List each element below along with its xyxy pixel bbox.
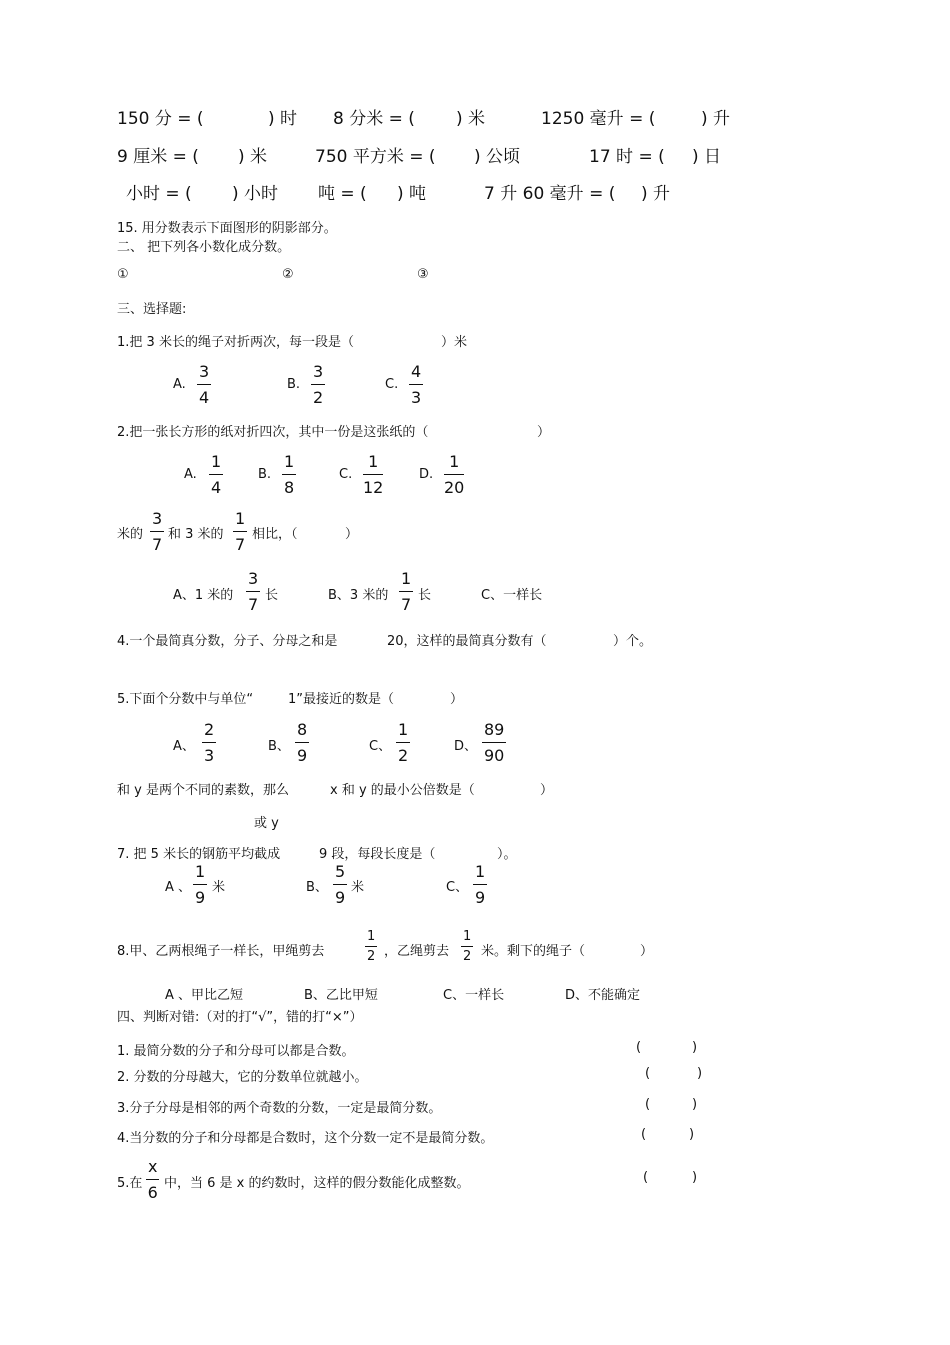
- judge-4-close: ): [689, 1127, 695, 1142]
- numerator: 2: [204, 720, 215, 739]
- q3-option-b-label: B、3 米的: [328, 588, 389, 603]
- denominator: 90: [484, 746, 505, 765]
- q1-option-b-label: B.: [287, 377, 301, 392]
- q3-text-a: 米的: [117, 527, 144, 542]
- section-3-heading: 三、选择题:: [117, 302, 187, 317]
- denominator: 7: [248, 595, 259, 614]
- denominator: 9: [195, 888, 206, 907]
- numerator: 1: [235, 509, 246, 528]
- q3-fraction-1: [150, 511, 164, 553]
- judge-2-close: ): [697, 1066, 703, 1081]
- circle-label-1: ①: [117, 267, 129, 282]
- numerator: 3: [248, 569, 259, 588]
- q3-text-d: ）: [345, 527, 359, 542]
- q5-option-d-label: D、: [454, 739, 478, 754]
- denominator: 2: [463, 949, 472, 964]
- conv-r1-e: 1250 毫升 = (: [541, 109, 656, 129]
- section-15-heading: 15. 用分数表示下面图形的阴影部分。: [117, 221, 337, 236]
- q4-text-c: ）个。: [613, 634, 653, 649]
- q2-option-c-fraction: [363, 454, 383, 496]
- q5-text-a: 5.下面个分数中与单位“: [117, 692, 254, 707]
- q1-option-a-label: A.: [173, 377, 186, 392]
- judge-5-open: (: [643, 1170, 649, 1185]
- conv-r2-d: ) 公顷: [474, 147, 521, 167]
- q4-text-a: 4.一个最简真分数，分子、分母之和是: [117, 634, 338, 649]
- section-4-heading: 四、判断对错:（对的打“√”，错的打“×”）: [117, 1010, 363, 1025]
- denominator: 2: [367, 949, 376, 964]
- numerator: 89: [484, 720, 505, 739]
- denominator: 2: [313, 388, 324, 407]
- q6-text-a: 和 y 是两个不同的素数，那么: [117, 783, 289, 798]
- q5-option-b-label: B、: [268, 739, 290, 754]
- q8-text-b: ，乙绳剪去: [384, 944, 450, 959]
- q1-option-b-fraction: [311, 364, 325, 406]
- circle-label-2: ②: [282, 267, 294, 282]
- judge-1-open: (: [636, 1040, 642, 1055]
- q1-text: 1.把 3 米长的绳子对折两次，每一段是（: [117, 335, 354, 350]
- numerator: 1: [368, 452, 379, 471]
- q2-option-a-fraction: [209, 454, 223, 496]
- numerator: 5: [335, 862, 346, 881]
- q8-fraction-2: [461, 930, 473, 963]
- numerator: 4: [411, 362, 422, 381]
- conv-r1-b: ) 时: [268, 109, 298, 129]
- q6-text-c: ）: [540, 783, 554, 798]
- numerator: 1: [211, 452, 222, 471]
- q3-option-c-label: C、一样长: [481, 588, 543, 603]
- conv-r3-a: 小时 = (: [126, 184, 192, 204]
- denominator: 3: [411, 388, 422, 407]
- q2-close: ）: [537, 425, 551, 440]
- q7-text-a: 7. 把 5 米长的钢筋平均截成: [117, 847, 281, 862]
- conv-r1-f: ) 升: [701, 109, 731, 129]
- q3-option-b-suffix: 长: [418, 588, 432, 603]
- judge-4-open: (: [641, 1127, 647, 1142]
- q1-option-c-label: C.: [385, 377, 399, 392]
- judge-3-text: 3.分子分母是相邻的两个奇数的分数，一定是最简分数。: [117, 1101, 442, 1116]
- numerator: 1: [401, 569, 412, 588]
- q7-text-c: ）。: [497, 847, 517, 862]
- q7-option-a-label: A 、: [165, 880, 192, 895]
- judge-5-text-b: 中，当 6 是 x 的约数时，这样的假分数能化成整数。: [164, 1176, 470, 1191]
- judge-2-open: (: [645, 1066, 651, 1081]
- judge-5-text-a: 5.在: [117, 1176, 143, 1191]
- q1-option-a-fraction: [197, 364, 211, 406]
- judge-3-close: ): [692, 1097, 698, 1112]
- q5-option-a-fraction: [202, 722, 216, 764]
- denominator: 20: [444, 478, 465, 497]
- q5-option-b-fraction: [295, 722, 309, 764]
- conv-r2-e: 17 时 = (: [589, 147, 665, 167]
- q5-option-c-label: C、: [369, 739, 392, 754]
- numerator: 3: [313, 362, 324, 381]
- conv-r2-f: ) 日: [692, 147, 722, 167]
- q2-text: 2.把一张长方形的纸对折四次，其中一份是这张纸的（: [117, 425, 429, 440]
- judge-1-text: 1. 最简分数的分子和分母可以都是合数。: [117, 1044, 355, 1059]
- q8-fraction-1: [365, 930, 377, 963]
- denominator: 7: [401, 595, 412, 614]
- conv-r3-b: ) 小时: [232, 184, 279, 204]
- q3-text-c: 相比，（: [252, 527, 298, 542]
- q6-option: 或 y: [254, 816, 279, 831]
- q5-option-d-fraction: [482, 722, 506, 764]
- q7-option-b-fraction: [333, 864, 347, 906]
- q7-option-c-fraction: [473, 864, 487, 906]
- q8-option-d: D、不能确定: [565, 988, 641, 1003]
- numerator: 1: [475, 862, 486, 881]
- q1-close: ）米: [441, 335, 468, 350]
- q3-fraction-2: [233, 511, 247, 553]
- q4-text-b: 20，这样的最简真分数有（: [387, 634, 547, 649]
- conv-r3-d: ) 吨: [397, 184, 427, 204]
- q7-option-b-unit: 米: [351, 880, 365, 895]
- conv-r1-a: 150 分 = (: [117, 109, 204, 129]
- denominator: 8: [284, 478, 295, 497]
- q3-option-a-suffix: 长: [265, 588, 279, 603]
- q8-option-b: B、乙比甲短: [304, 988, 378, 1003]
- q7-option-b-label: B、: [306, 880, 328, 895]
- conv-r3-f: ) 升: [641, 184, 671, 204]
- q8-text-a: 8.甲、乙两根绳子一样长，甲绳剪去: [117, 944, 325, 959]
- numerator: x: [148, 1157, 158, 1176]
- numerator: 1: [449, 452, 460, 471]
- denominator: 3: [204, 746, 215, 765]
- conv-r1-c: 8 分米 = (: [333, 109, 415, 129]
- q1-option-c-fraction: [409, 364, 423, 406]
- numerator: 1: [284, 452, 295, 471]
- conv-r3-e: 7 升 60 毫升 = (: [484, 184, 616, 204]
- conv-r2-b: ) 米: [238, 147, 268, 167]
- q2-option-a-label: A.: [184, 467, 197, 482]
- conv-r2-c: 750 平方米 = (: [315, 147, 436, 167]
- q7-option-c-label: C、: [446, 880, 469, 895]
- q5-option-c-fraction: [396, 722, 410, 764]
- denominator: 9: [475, 888, 486, 907]
- q8-text-d: ）: [640, 944, 654, 959]
- q2-option-c-label: C.: [339, 467, 353, 482]
- q5-text-c: ）: [450, 692, 464, 707]
- denominator: 7: [235, 535, 246, 554]
- q3-option-a-fraction: [246, 571, 260, 613]
- section-2-heading: 二、 把下列各小数化成分数。: [117, 240, 291, 255]
- numerator: 1: [398, 720, 409, 739]
- judge-4-text: 4.当分数的分子和分母都是合数时，这个分数一定不是最简分数。: [117, 1131, 494, 1146]
- q7-option-a-fraction: [193, 864, 207, 906]
- q5-option-a-label: A、: [173, 739, 195, 754]
- conv-r3-c: 吨 = (: [318, 184, 367, 204]
- judge-5-fraction: [146, 1159, 159, 1201]
- denominator: 7: [152, 535, 163, 554]
- numerator: 1: [463, 929, 472, 944]
- q7-text-b: 9 段，每段长度是（: [319, 847, 436, 862]
- judge-5-close: ): [692, 1170, 698, 1185]
- denominator: 4: [211, 478, 222, 497]
- judge-2-text: 2. 分数的分母越大，它的分数单位就越小。: [117, 1070, 368, 1085]
- q7-option-a-unit: 米: [212, 880, 226, 895]
- q8-text-c: 米。剩下的绳子（: [481, 944, 586, 959]
- judge-3-open: (: [645, 1097, 651, 1112]
- conv-r1-d: ) 米: [456, 109, 486, 129]
- q3-option-a-label: A、1 米的: [173, 588, 234, 603]
- numerator: 1: [367, 929, 376, 944]
- q8-option-c: C、一样长: [443, 988, 505, 1003]
- numerator: 8: [297, 720, 308, 739]
- q3-text-b: 和 3 米的: [168, 527, 224, 542]
- numerator: 1: [195, 862, 206, 881]
- q5-text-b: 1”最接近的数是（: [288, 692, 395, 707]
- q8-option-a: A 、甲比乙短: [165, 988, 244, 1003]
- q2-option-d-label: D.: [419, 467, 434, 482]
- q6-text-b: x 和 y 的最小公倍数是（: [330, 783, 475, 798]
- q2-option-b-fraction: [282, 454, 296, 496]
- denominator: 9: [335, 888, 346, 907]
- q2-option-d-fraction: [444, 454, 464, 496]
- denominator: 9: [297, 746, 308, 765]
- numerator: 3: [152, 509, 163, 528]
- q3-option-b-fraction: [399, 571, 413, 613]
- circle-label-3: ③: [417, 267, 429, 282]
- denominator: 6: [147, 1183, 158, 1202]
- judge-1-close: ): [692, 1040, 698, 1055]
- numerator: 3: [199, 362, 210, 381]
- denominator: 12: [363, 478, 384, 497]
- denominator: 2: [398, 746, 409, 765]
- q2-option-b-label: B.: [258, 467, 272, 482]
- conv-r2-a: 9 厘米 = (: [117, 147, 199, 167]
- denominator: 4: [199, 388, 210, 407]
